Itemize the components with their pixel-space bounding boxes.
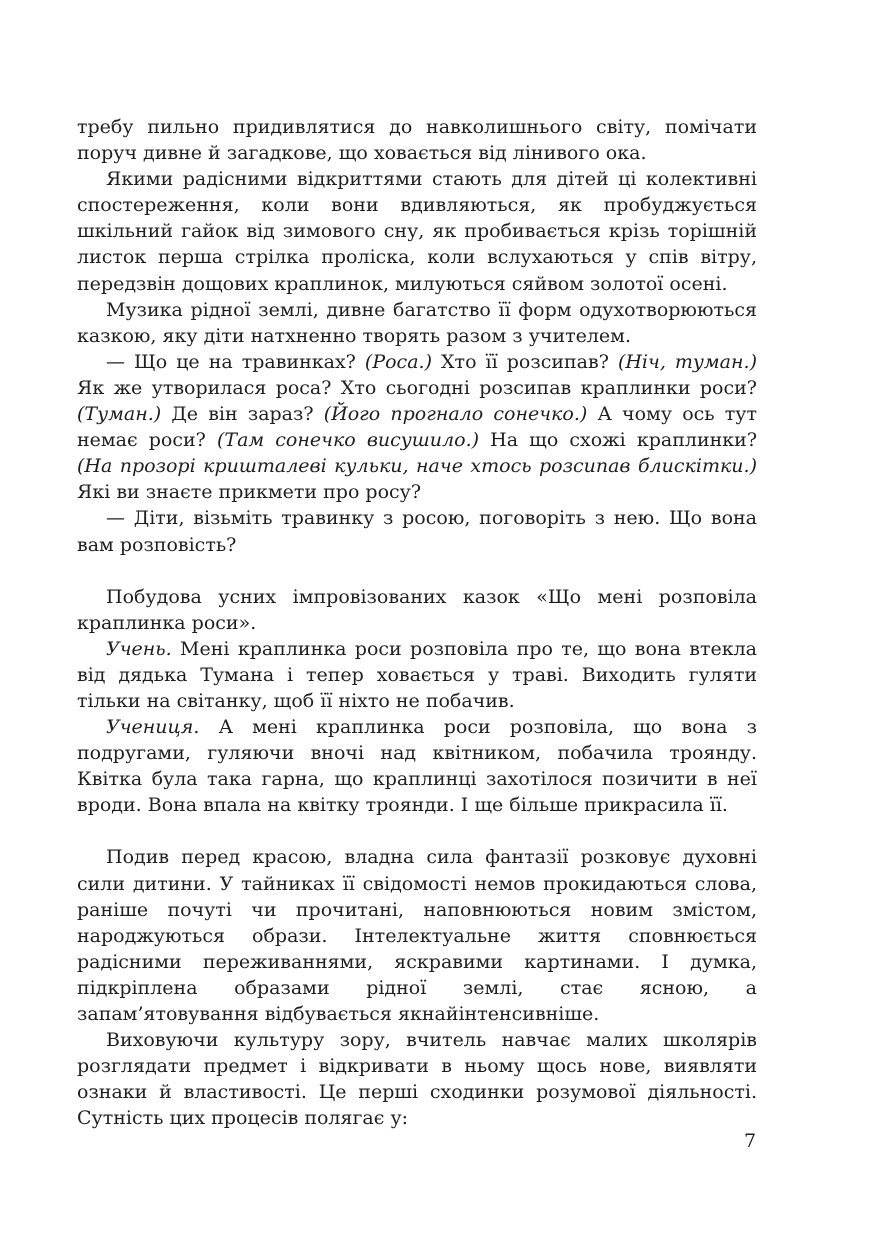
page-body [77, 114, 757, 1131]
paragraph-task: Побудова усних імпровізованих казок «Що мені розповіла краплинка роси». [77, 585, 757, 634]
paragraph-student-girl: Учениця. А мені краплинка роси розповіла, що вона з подругами, гуляючи вночі над квітником, побачила троянду. Квітка була така гарна, що краплинці захотілося позичити в неї вроди. Вона впала на квітку троянди. І ще більше прикрасила її. [77, 716, 757, 817]
paragraph-observations: Якими радісними відкриттями стають для дітей ці колективні спостереження, коли вони вдивляються, як пробуджується шкільний гайок від зимового сну, як пробивається крізь торішній листок перша стрілка проліска, коли вслухаються у спів вітру, передзвін дощових краплинок, милуються сяйвом золотої осені. [77, 168, 757, 295]
paragraph-wonder: Подив перед красою, владна сила фантазії розковує духовні сили дитини. У тайниках її свідомості немов прокидаються слова, раніше почуті чи прочитані, наповнюються новим змістом, народжуються образи. Інтелектуальне життя сповнюється радісними переживаннями, яскравими картинами. І думка, підкріплена образами рідної землі, стає ясною, а запам’ятовування відбувається якнайінтенсивніше. [77, 846, 757, 1025]
paragraph-intro-continuation: требу пильно придивлятися до навколишнього світу, помічати поруч дивне й загадкове, що ховається від лінивого ока. [77, 116, 757, 165]
speaker-label: Учениця. [106, 716, 200, 739]
paragraph-visual-culture: Виховуючи культуру зору, вчитель навчає малих школярів розглядати предмет і відкривати в ньому щось нове, виявляти ознаки й властивості. Це перші сходинки розумової діяльності. Сутність цих процесів полягає у: [77, 1029, 757, 1130]
paragraph-student-boy: Учень. Мені краплинка роси розповіла про те, що вона втекла від дядька Тумана і тепер ховається у траві. Виходить гуляти тільки на світанку, щоб її ніхто не побачив. [77, 637, 757, 712]
paragraph-music: Музика рідної землі, дивне багатство її форм одухотворюються казкою, яку діти натхненно творять разом з учителем. [77, 298, 757, 347]
paragraph-instruction: — Діти, візьміть травинку з росою, поговоріть з нею. Що вона вам розповість? [77, 507, 757, 556]
paragraph-dialogue: — Що це на травинках? (Роса.) Хто її розсипав? (Ніч, туман.) Як же утворилася роса? Хто сьогодні розсипав краплинки роси? (Туман.) Де він зараз? (Його прогнало сонечко.) А чому ось тут немає роси? (Там сонечко висушило.) На що схожі краплинки? (На прозорі кришталеві кульки, наче хтось розсипав блискітки.) Які ви знаєте прикмети про росу? [77, 350, 758, 504]
speaker-label: Учень. [106, 637, 172, 660]
page-number: 7 [744, 1130, 757, 1152]
